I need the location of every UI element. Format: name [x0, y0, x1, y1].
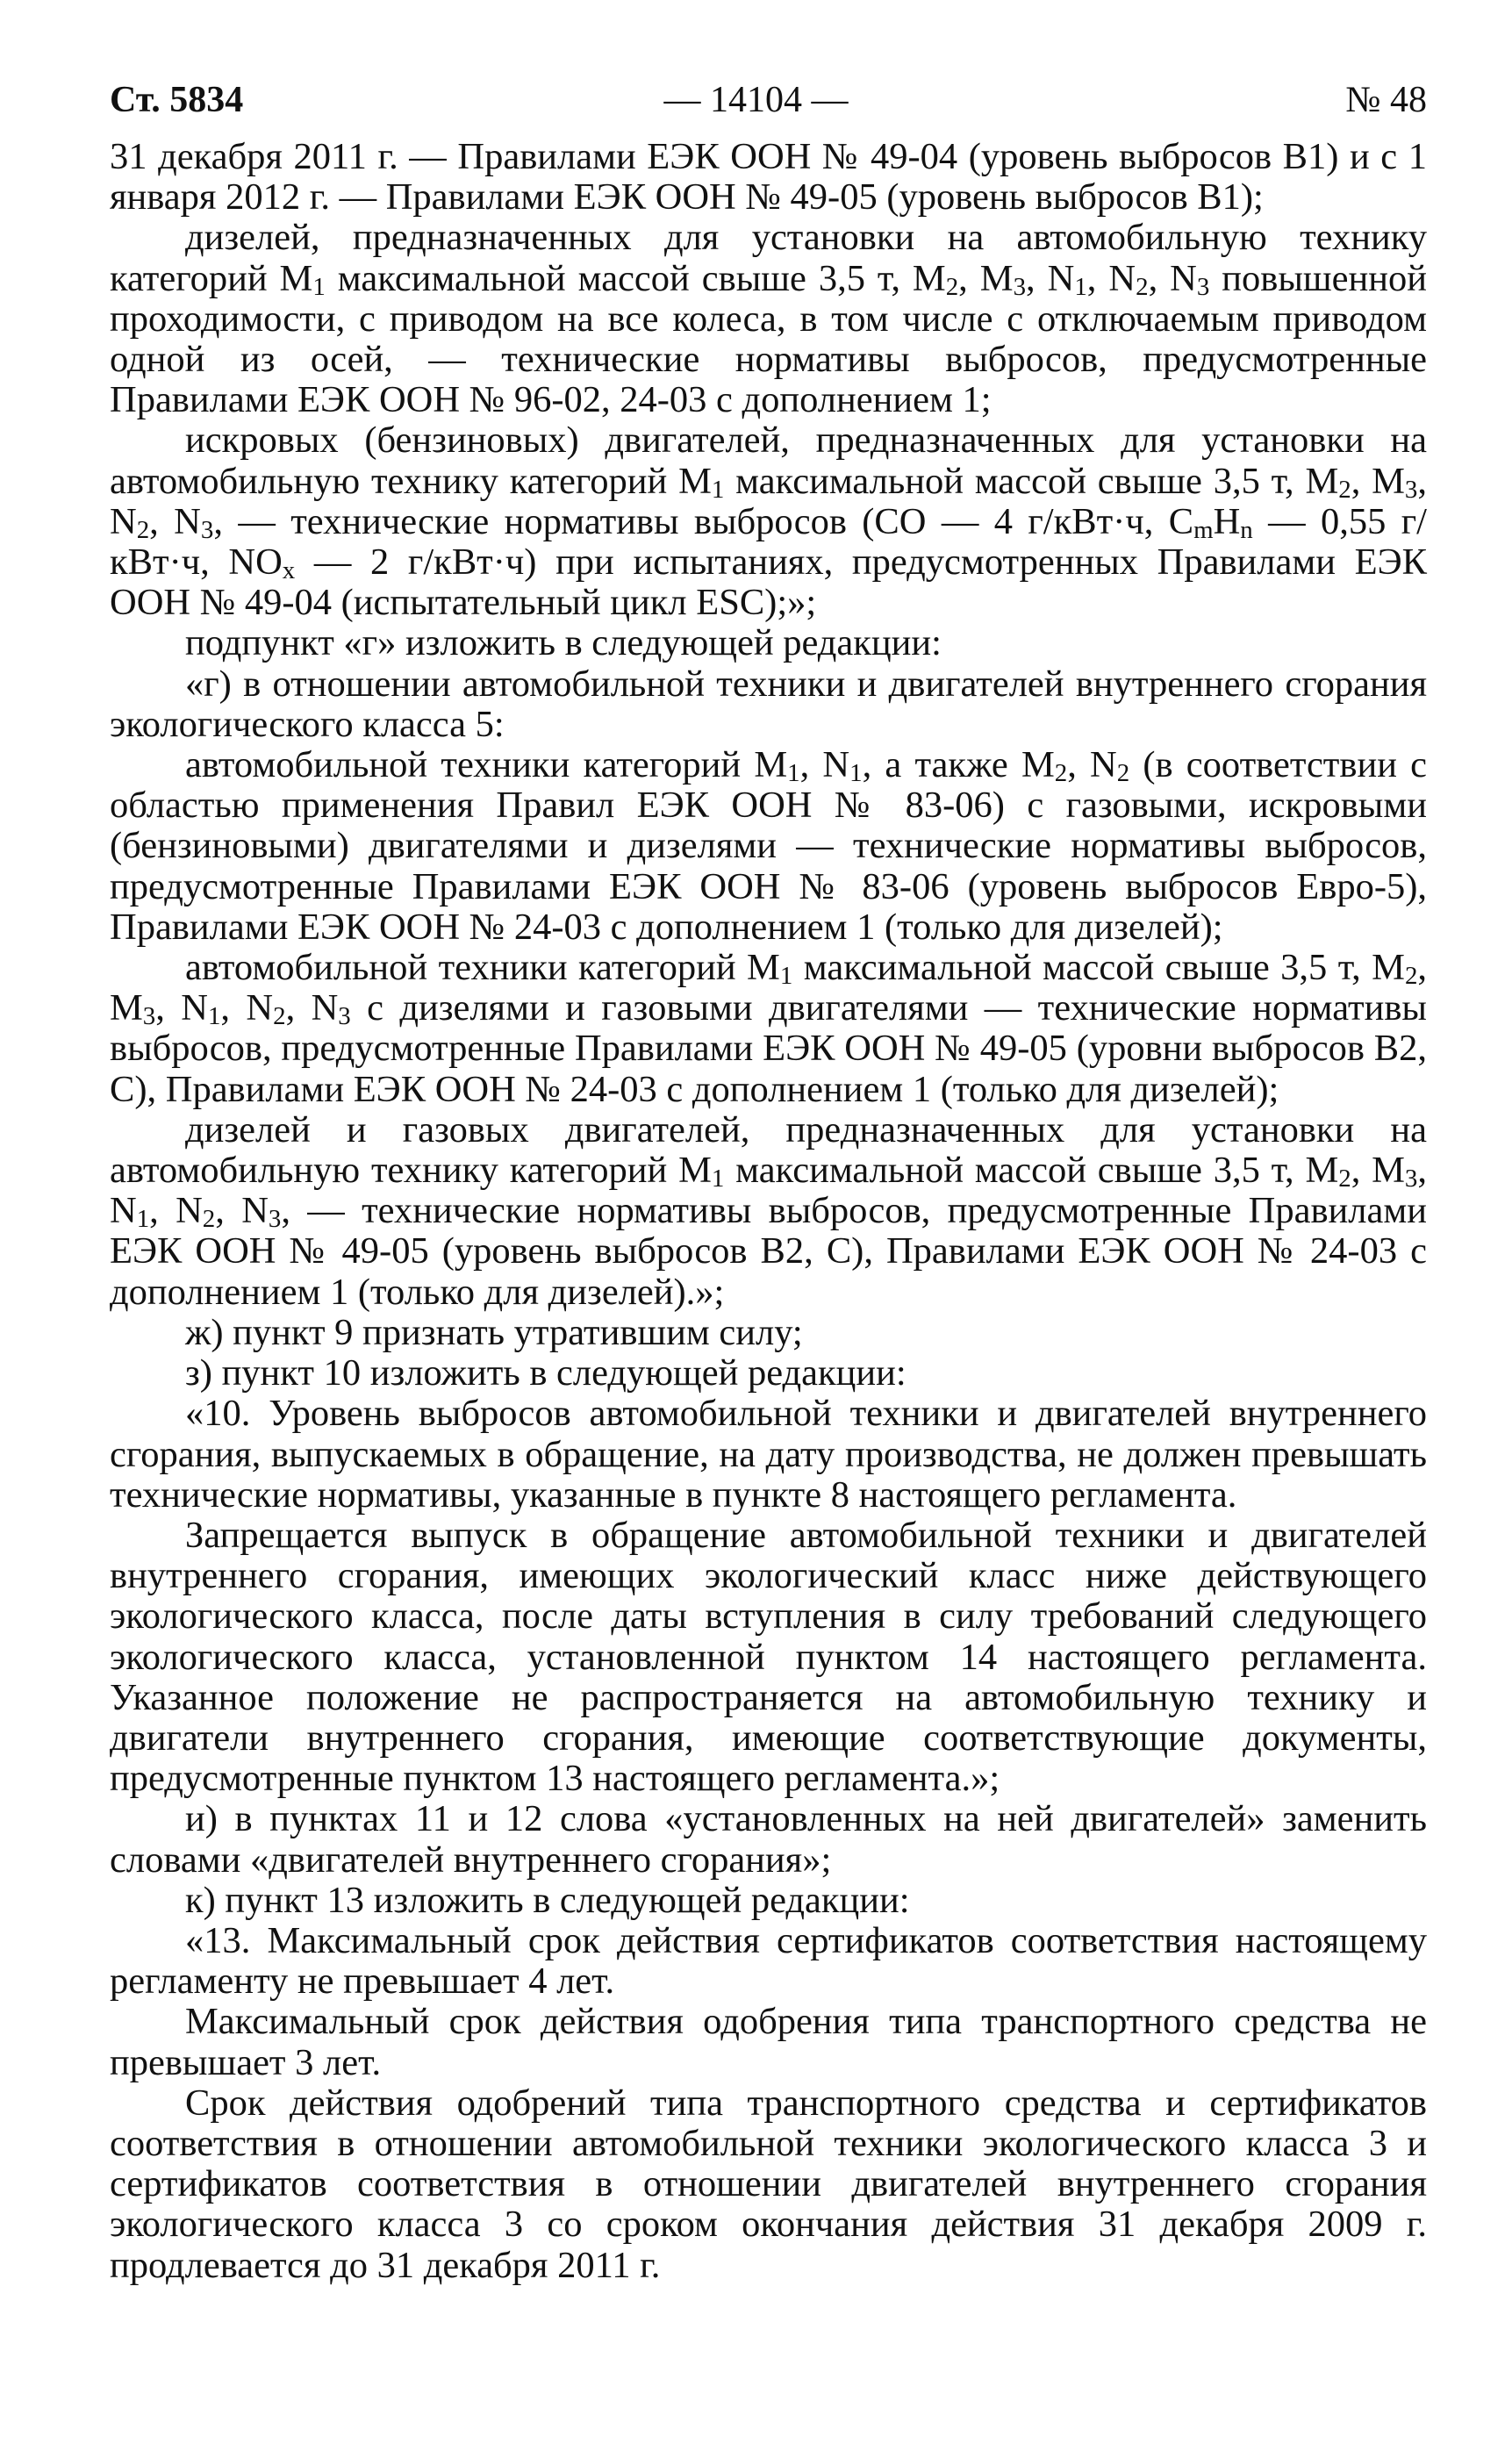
paragraph: подпункт «г» изложить в следующей редакции: — [185, 622, 942, 664]
document-body — [110, 137, 1427, 2286]
paragraph: «10. Уровень выбросов автомобильной техники и двигателей внутреннего сгорания, выпускаемых в обращение, на дату производства, не должен превышать технические нормативы, указанные в пункте 8 настоящего регламента. — [110, 1393, 1427, 1516]
paragraph: ж) пункт 9 признать утратившим силу; — [185, 1311, 803, 1353]
paragraph: искровых (бензиновых) двигателей, предназначенных для установки на автомобильную технику категорий $M_1$ максимальной массой свыше 3,5 т, $M_2$, $M_3$, $N_2$, $N_3$, — технические нормативы выбросов (CO — 4 г/кВт·ч, $C_mH_n$ — 0,55 г/кВт·ч, $NO_x$ — 2 г/кВт·ч) при испытаниях, предусмотренных Правилами ЕЭК ООН № 49-04 (испытательный цикл ESC);»; — [110, 419, 1427, 624]
paragraph: з) пункт 10 изложить в следующей редакции: — [185, 1352, 906, 1394]
paragraph: дизелей, предназначенных для установки на автомобильную технику категорий $M_1$ максимальной массой свыше 3,5 т, $M_2$, $M_3$, $N_1$, $N_2$, $N_3$ повышенной проходимости, с приводом на все колеса, в том числе с отключаемым приводом одной из осей, — технические нормативы выбросов, предусмотренные Правилами ЕЭК ООН № 96-02, 24-03 с дополнением 1; — [110, 217, 1427, 421]
paragraph: Запрещается выпуск в обращение автомобильной техники и двигателей внутреннего сгорания, имеющих экологический класс ниже действующего экологического класса, после даты вступления в силу требований следующего экологического класса, установленной пунктом 14 настоящего регламента. Указанное положение не распространяется на автомобильную технику и двигатели внутреннего сгорания, имеющие соответствующие документы, предусмотренные пунктом 13 настоящего регламента.»; — [110, 1514, 1427, 1800]
issue-number: № 48 — [1345, 80, 1427, 120]
paragraph: и) в пунктах 11 и 12 слова «установленных на ней двигателей» заменить словами «двигателей внутреннего сгорания»; — [110, 1798, 1427, 1881]
page-article-number: Ст. 5834 — [110, 80, 244, 120]
paragraph: 31 декабря 2011 г. — Правилами ЕЭК ООН № 49-04 (уровень выбросов B1) и с 1 января 2012 г. — Правилами ЕЭК ООН № 49-05 (уровень выбросов B1); — [110, 136, 1427, 219]
paragraph: дизелей и газовых двигателей, предназначенных для установки на автомобильную технику категорий $M_1$ максимальной массой свыше 3,5 т, $M_2$, $M_3$, $N_1$, $N_2$, $N_3$, — технические нормативы выбросов, предусмотренные Правилами ЕЭК ООН № 49-05 (уровень выбросов B2, C), Правилами ЕЭК ООН № 24-03 с дополнением 1 (только для дизелей).»; — [110, 1108, 1427, 1313]
paragraph: к) пункт 13 изложить в следующей редакции: — [185, 1879, 910, 1921]
paragraph: Максимальный срок действия одобрения типа транспортного средства не превышает 3 лет. — [110, 2001, 1427, 2083]
paragraph: «г) в отношении автомобильной техники и двигателей внутреннего сгорания экологического класса 5: — [110, 663, 1427, 745]
page-number: — 14104 — — [663, 80, 849, 120]
paragraph: Срок действия одобрений типа транспортного средства и сертификатов соответствия в отношении автомобильной техники экологического класса 3 и сертификатов соответствия в отношении двигателей внутреннего сгорания экологического класса 3 со сроком окончания действия 31 декабря 2009 г. продлевается до 31 декабря 2011 г. — [110, 2082, 1427, 2286]
paragraph: автомобильной техники категорий $M_1$ максимальной массой свыше 3,5 т, $M_2$, $M_3$, $N_1$, $N_2$, $N_3$ с дизелями и газовыми двигателями — технические нормативы выбросов, предусмотренные Правилами ЕЭК ООН № 49-05 (уровни выбросов B2, C), Правилами ЕЭК ООН № 24-03 с дополнением 1 (только для дизелей); — [110, 947, 1428, 1110]
paragraph: автомобильной техники категорий $M_1$, $N_1$, а также $M_2$, $N_2$ (в соответствии с областью применения Правил ЕЭК ООН № 83-06) с газовыми, искровыми (бензиновыми) двигателями и дизелями — технические нормативы выбросов, предусмотренные Правилами ЕЭК ООН № 83-06 (уровень выбросов Евро-5), Правилами ЕЭК ООН № 24-03 с дополнением 1 (только для дизелей); — [110, 744, 1427, 948]
paragraph: «13. Максимальный срок действия сертификатов соответствия настоящему регламенту не превышает 4 лет. — [110, 1919, 1427, 2003]
